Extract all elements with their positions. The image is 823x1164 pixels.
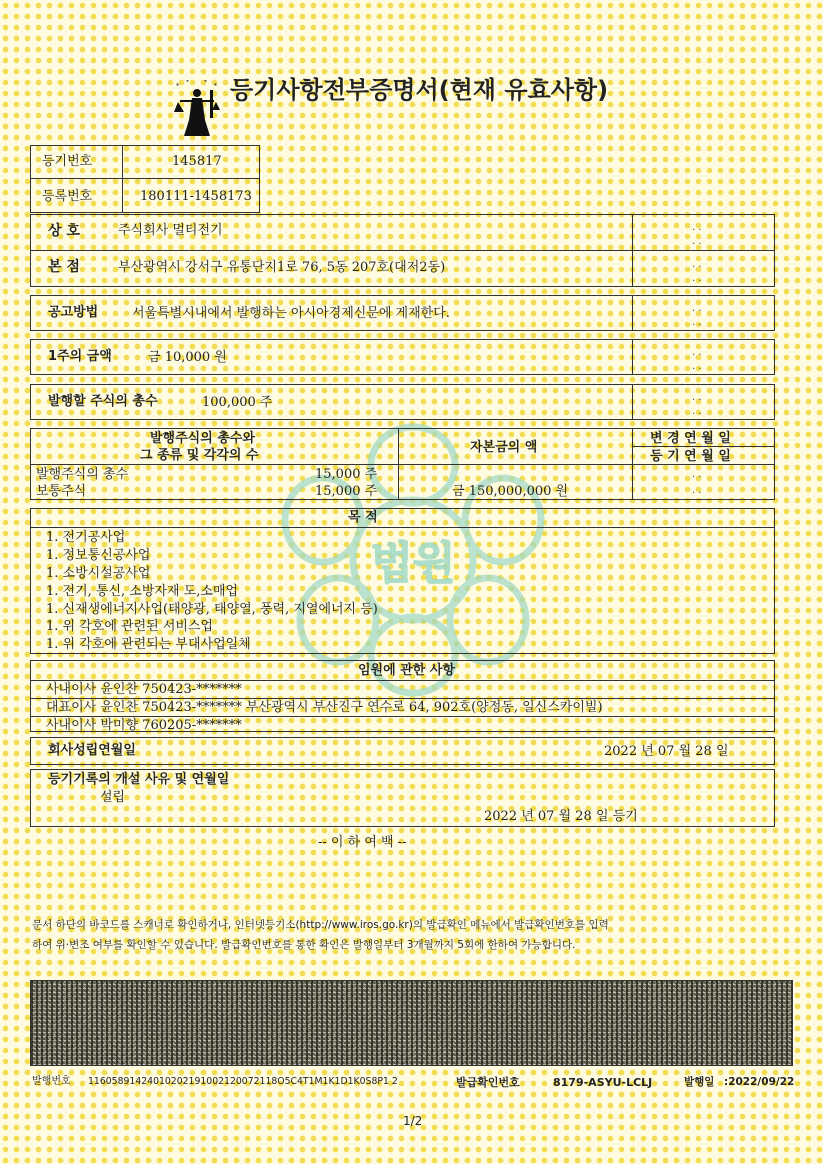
record-opening-date: 2022 년 07 월 28 일 등기 [484, 809, 638, 824]
company-name-value: 주식회사 멀티전기 [118, 223, 223, 238]
notice-method-label: 공고방법 [48, 305, 99, 320]
court-emblem-icon [172, 80, 222, 138]
seal-text: 법원 [370, 538, 456, 589]
end-of-document-mark: -- 이 하 여 백 -- [318, 835, 407, 850]
officer-row: 대표이사 윤인찬 750423-******* 부산광역시 부산진구 연수로 64, 902호(양정동, 일신스카이빌) [46, 700, 603, 715]
confirmation-number-label: 발급확인번호 [456, 1076, 520, 1089]
head-office-label: 본 점 [48, 259, 80, 275]
company-name-label: 상 호 [48, 223, 80, 239]
record-opening-label: 등기기록의 개설 사유 및 연월일 [48, 772, 230, 787]
purpose-item: 1. 신재생에너지사업(태양광, 태양열, 풍력, 지열에너지 등) [46, 602, 378, 617]
purpose-header: 목 적 [348, 510, 378, 525]
share-price-value: 금 10,000 원 [148, 350, 227, 365]
issue-date-label: 발행일 [684, 1076, 715, 1088]
date-dots: . . [692, 303, 702, 314]
officer-row: 사내이사 박미향 760205-******* [46, 718, 242, 733]
document-title: 등기사항전부증명서(현재 유효사항) [230, 76, 609, 104]
svg-text:*: * [176, 83, 179, 90]
common-stock-label: 보통주식 [36, 484, 87, 499]
common-stock-value: 15,000 주 [315, 484, 378, 499]
date-dots: . . [692, 469, 702, 480]
stock-header-left-line1: 발행주식의 총수와 [150, 431, 255, 446]
issue-number-value: 11605891424010202191002120072118O5C4T1M1K1D1K0S8P1 2 [88, 1076, 398, 1087]
capital-amount: 금 150,000,000 원 [452, 484, 569, 499]
stock-header-capital: 자본금의 액 [470, 440, 538, 455]
issue-date-value: :2022/09/22 [724, 1076, 795, 1088]
confirmation-number-value: 8179-ASYU-LCLJ [553, 1076, 653, 1089]
date-dots: . . [692, 392, 702, 403]
head-office-value: 부산광역시 강서구 유통단지1로 76, 5동 207호(대저2동) [118, 260, 446, 275]
total-shares-value: 100,000 주 [202, 395, 273, 410]
page-number: 1/2 [403, 1114, 423, 1128]
date-dots: . . [692, 347, 702, 358]
officer-row: 사내이사 윤인찬 750423-******* [46, 682, 242, 697]
share-price-box [30, 339, 775, 375]
date-dots: . . [692, 273, 702, 284]
2d-barcode [30, 980, 793, 1066]
registration-number-label: 등록번호 [42, 189, 93, 204]
registration-date-header: 등 기 연 월 일 [650, 449, 731, 464]
established-date-label: 회사성립연월일 [48, 743, 136, 758]
verification-notice-line2: 하여 위·변조 여부를 확인할 수 있습니다. 발급확인번호를 통한 확인은 발행일부터 3개월까지 5회에 한하여 가능합니다. [32, 939, 576, 951]
purpose-item: 1. 위 각호에 관련되는 부대사업일체 [46, 637, 251, 652]
date-dots: . . [692, 361, 702, 372]
registration-number-value: 180111-1458173 [140, 189, 252, 204]
svg-text:*: * [204, 80, 207, 86]
date-dots: . . [692, 222, 702, 233]
date-dots: . . [692, 259, 702, 270]
svg-text:*: * [186, 80, 189, 86]
date-dots: . . [692, 236, 702, 247]
purpose-item: 1. 전기공사업 [46, 530, 126, 545]
share-price-label: 1주의 금액 [48, 349, 112, 364]
stock-header-left-line2: 그 종류 및 각각의 수 [140, 448, 259, 463]
purpose-item: 1. 위 각호에 관련된 서비스업 [46, 619, 214, 634]
notice-method-value: 서울특별시내에서 발행하는 아시아경제신문에 게재한다. [132, 306, 450, 321]
issued-shares-label: 발행주식의 총수 [36, 467, 129, 482]
purpose-item: 1. 정보통신공사업 [46, 548, 151, 563]
date-dots: . . [692, 485, 702, 496]
verification-notice-line1: 문서 하단의 바코드를 스캐너로 확인하거나, 인터넷등기소(http://www.iros.go.kr)의 발급확인 메뉴에서 발급확인번호를 입력 [32, 919, 609, 931]
established-date-value: 2022 년 07 월 28 일 [604, 744, 729, 759]
registry-number-label: 등기번호 [42, 154, 93, 169]
issue-number-label: 발행번호 [32, 1076, 71, 1087]
date-dots: . . [692, 406, 702, 417]
date-dots: . . [692, 317, 702, 328]
purpose-item: 1. 전기, 통신, 소방자재 도,소매업 [46, 584, 239, 599]
record-opening-reason: 설립 [100, 790, 126, 805]
svg-text:*: * [214, 83, 217, 90]
change-date-header: 변 경 연 월 일 [650, 431, 731, 446]
registry-number-value: 145817 [172, 154, 222, 169]
total-shares-label: 발행할 주식의 총수 [48, 394, 158, 409]
purpose-item: 1. 소방시설공사업 [46, 566, 151, 581]
issued-shares-value: 15,000 주 [315, 467, 378, 482]
officers-header: 임원에 관한 사항 [358, 663, 455, 678]
